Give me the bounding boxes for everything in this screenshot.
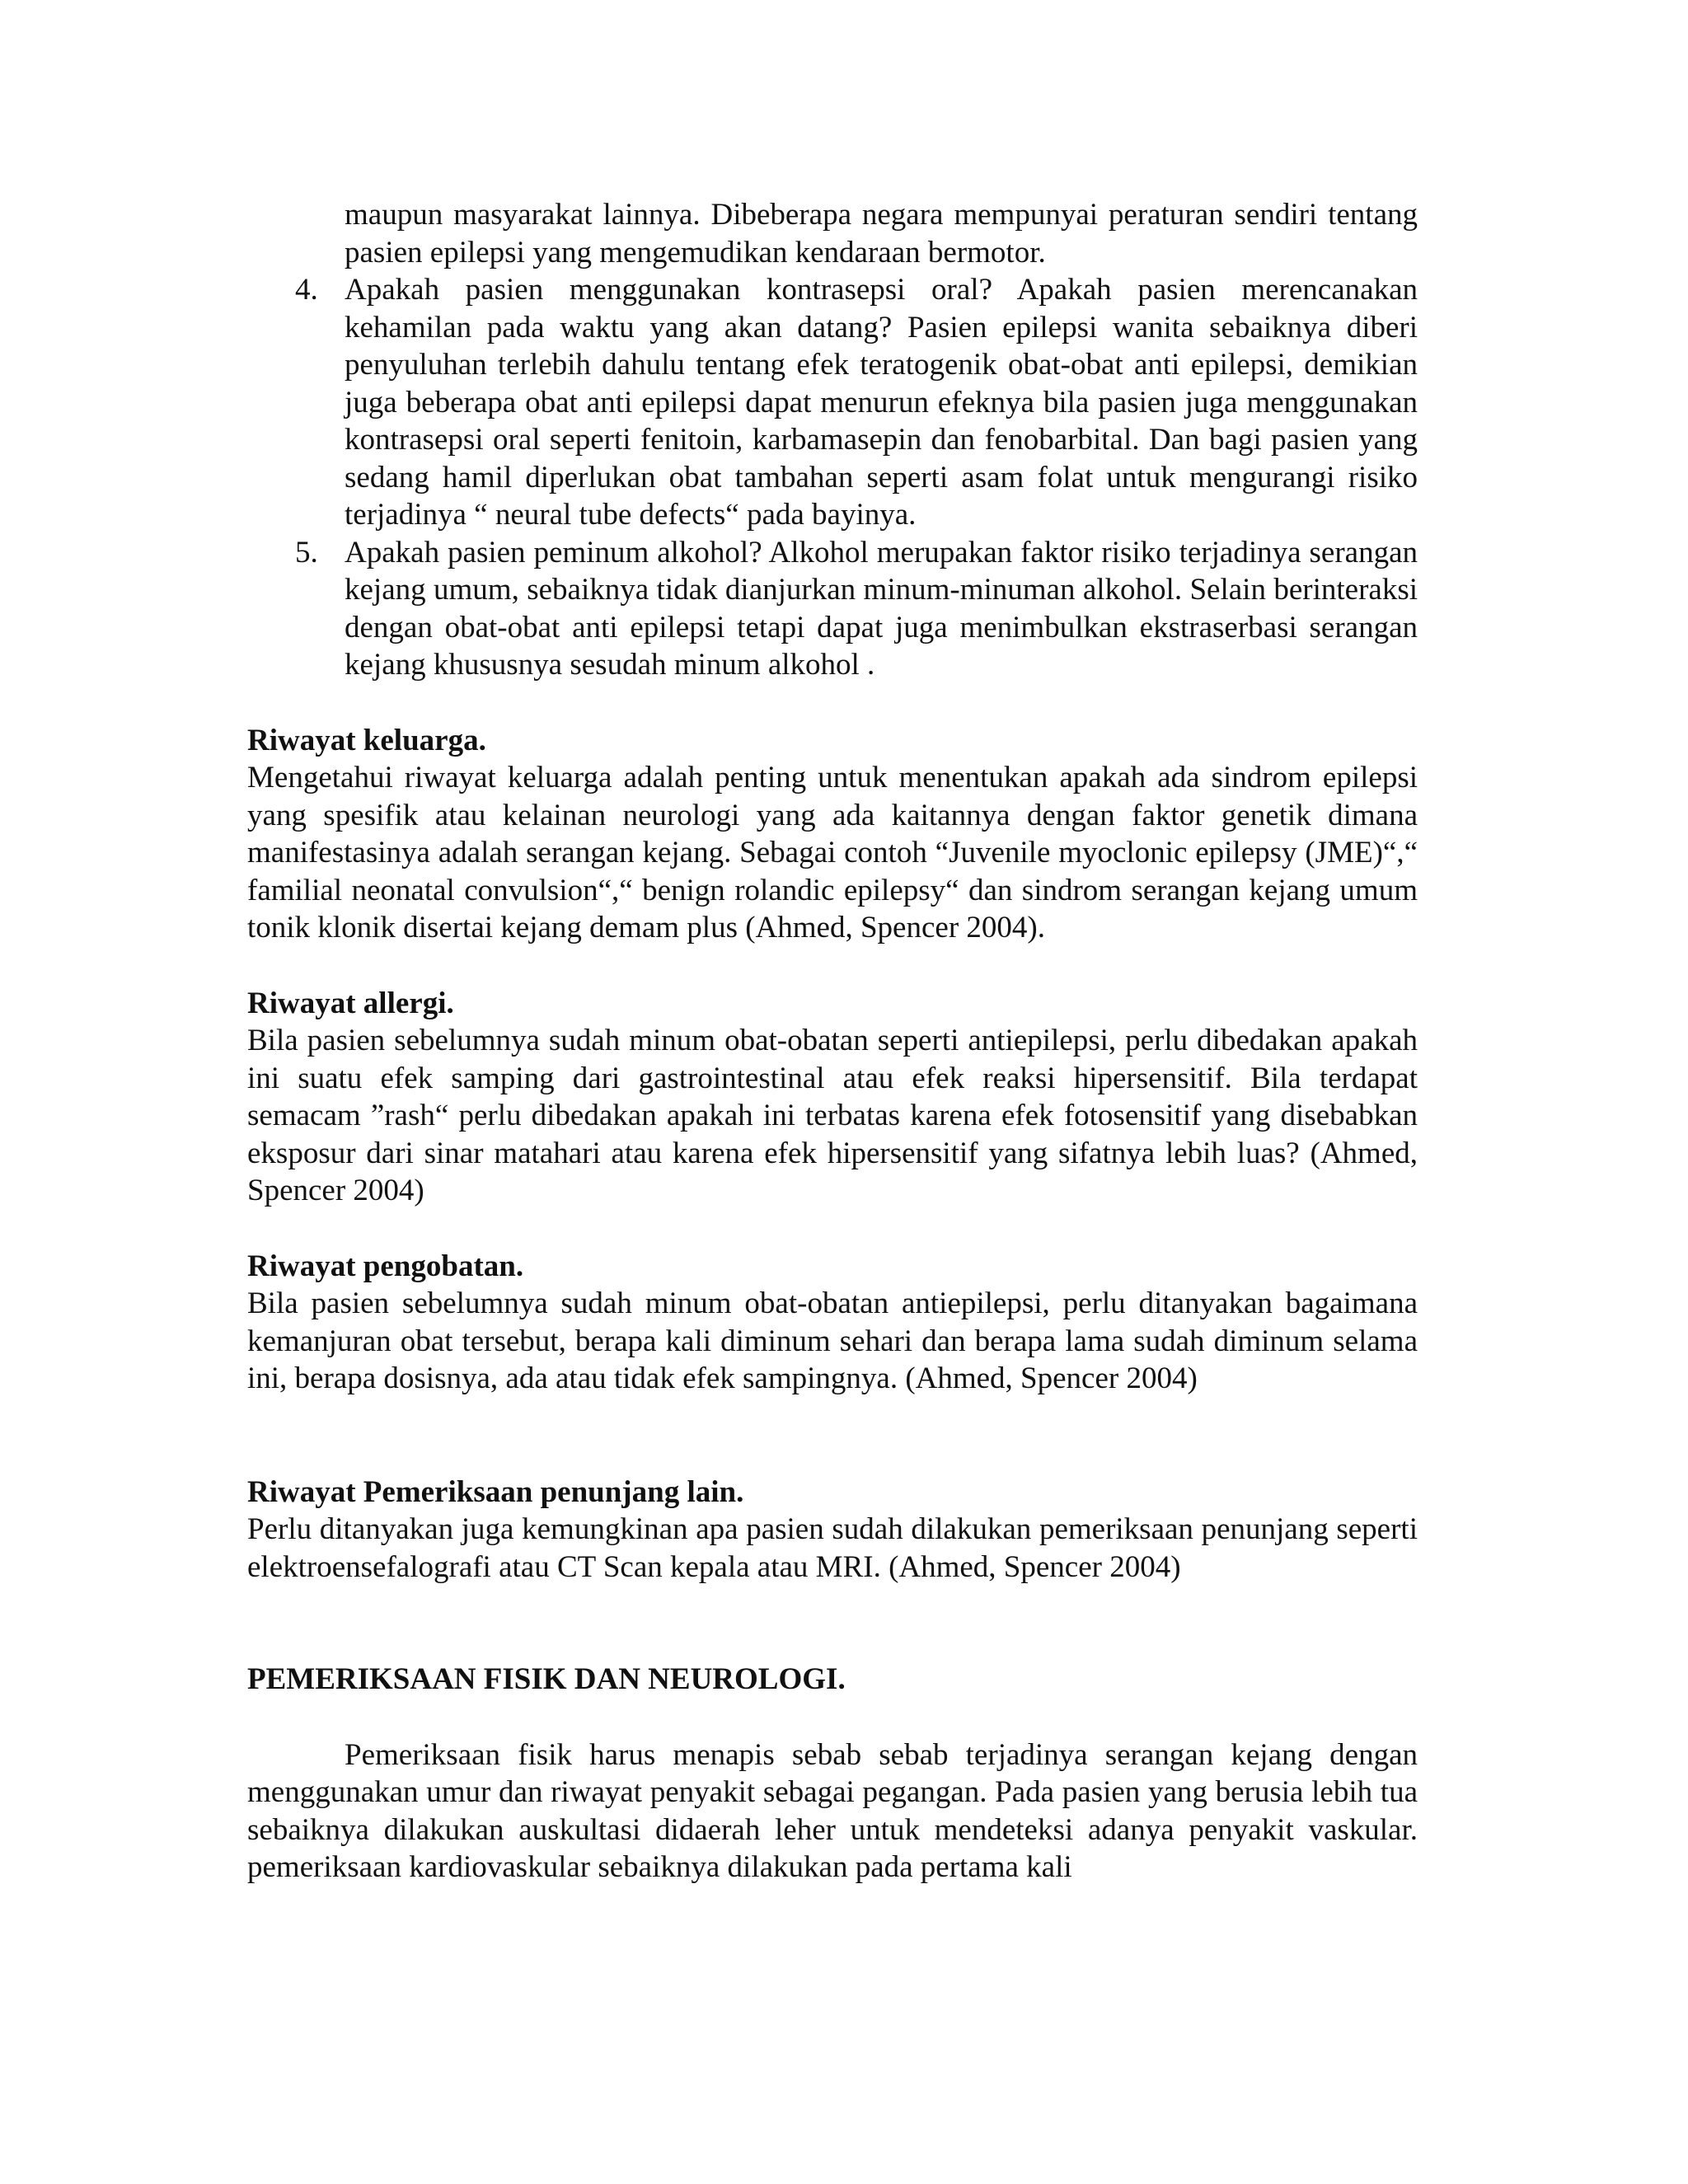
list-number: 5.: [295, 535, 318, 569]
section-body-treatment-history: Bila pasien sebelumnya sudah minum obat-obatan antiepilepsi, perlu ditanyakan bagaimana kemanjuran obat tersebut, berapa kali diminum sehari dan berapa lama sudah diminum selama ini, berapa dosisnya, ada atau tidak efek sampingnya. (Ahmed, Spencer 2004): [247, 1286, 1418, 1395]
section-body-allergy-history: Bila pasien sebelumnya sudah minum obat-obatan seperti antiepilepsi, perlu dibedakan apakah ini suatu efek samping dari gastrointestinal atau efek reaksi hipersensitif. Bila terdapat semacam ”rash“ perlu dibedakan apakah ini terbatas karena efek fotosensitif yang disebabkan eksposur dari sinar matahari atau karena efek hipersensitif yang sifatnya lebih luas? (Ahmed, Spencer 2004): [247, 1024, 1418, 1207]
main-heading: PEMERIKSAAN FISIK DAN NEUROLOGI.: [247, 1662, 846, 1696]
list-number: 4.: [295, 273, 318, 307]
list-item-5: [247, 534, 1418, 684]
list-continuation: maupun masyarakat lainnya. Dibeberapa negara mempunyai peraturan sendiri tentang pasien epilepsi yang mengemudikan kendaraan bermotor.: [345, 198, 1418, 269]
section-heading-family-history: Riwayat keluarga.: [247, 723, 486, 757]
section-heading-supporting-exam: Riwayat Pemeriksaan penunjang lain.: [247, 1474, 744, 1509]
list-item-4: [247, 271, 1418, 534]
section-heading-treatment-history: Riwayat pengobatan.: [247, 1249, 524, 1283]
list-item-text: Apakah pasien menggunakan kontrasepsi oral? Apakah pasien merencanakan kehamilan pada waktu yang akan datang? Pasien epilepsi wanita sebaiknya diberi penyuluhan terlebih dahulu tentang efek teratogenik obat-obat anti epilepsi, demikian juga beberapa obat anti epilepsi dapat menurun efeknya bila pasien juga menggunakan kontrasepsi oral seperti fenitoin, karbamasepin dan fenobarbital. Dan bagi pasien yang sedang hamil diperlukan obat tambahan seperti asam folat untuk mengurangi risiko terjadinya “ neural tube defects“ pada bayinya.: [345, 273, 1418, 532]
main-paragraph: Pemeriksaan fisik harus menapis sebab sebab terjadinya serangan kejang dengan menggunakan umur dan riwayat penyakit sebagai pegangan. Pada pasien yang berusia lebih tua sebaiknya dilakukan auskultasi didaerah leher untuk mendeteksi adanya penyakit vaskular. pemeriksaan kardiovaskular sebaiknya dilakukan pada pertama kali: [247, 1737, 1418, 1884]
list-item-text: Apakah pasien peminum alkohol? Alkohol merupakan faktor risiko terjadinya serangan kejang umum, sebaiknya tidak dianjurkan minum-minuman alkohol. Selain berinteraksi dengan obat-obat anti epilepsi tetapi dapat juga menimbulkan ekstraserbasi serangan kejang khususnya sesudah minum alkohol .: [345, 535, 1418, 682]
section-heading-allergy-history: Riwayat allergi.: [247, 986, 454, 1020]
section-body-family-history: Mengetahui riwayat keluarga adalah penting untuk menentukan apakah ada sindrom epilepsi yang spesifik atau kelainan neurologi yang ada kaitannya dengan faktor genetik dimana manifestasinya adalah serangan kejang. Sebagai contoh “Juvenile myoclonic epilepsy (JME)“,“ familial neonatal convulsion“,“ benign rolandic epilepsy“ dan sindrom serangan kejang umum tonik klonik disertai kejang demam plus (Ahmed, Spencer 2004).: [247, 761, 1418, 944]
document-page: [247, 196, 1418, 1886]
section-body-supporting-exam: Perlu ditanyakan juga kemungkinan apa pasien sudah dilakukan pemeriksaan penunjang seperti elektroensefalografi atau CT Scan kepala atau MRI. (Ahmed, Spencer 2004): [247, 1512, 1418, 1584]
